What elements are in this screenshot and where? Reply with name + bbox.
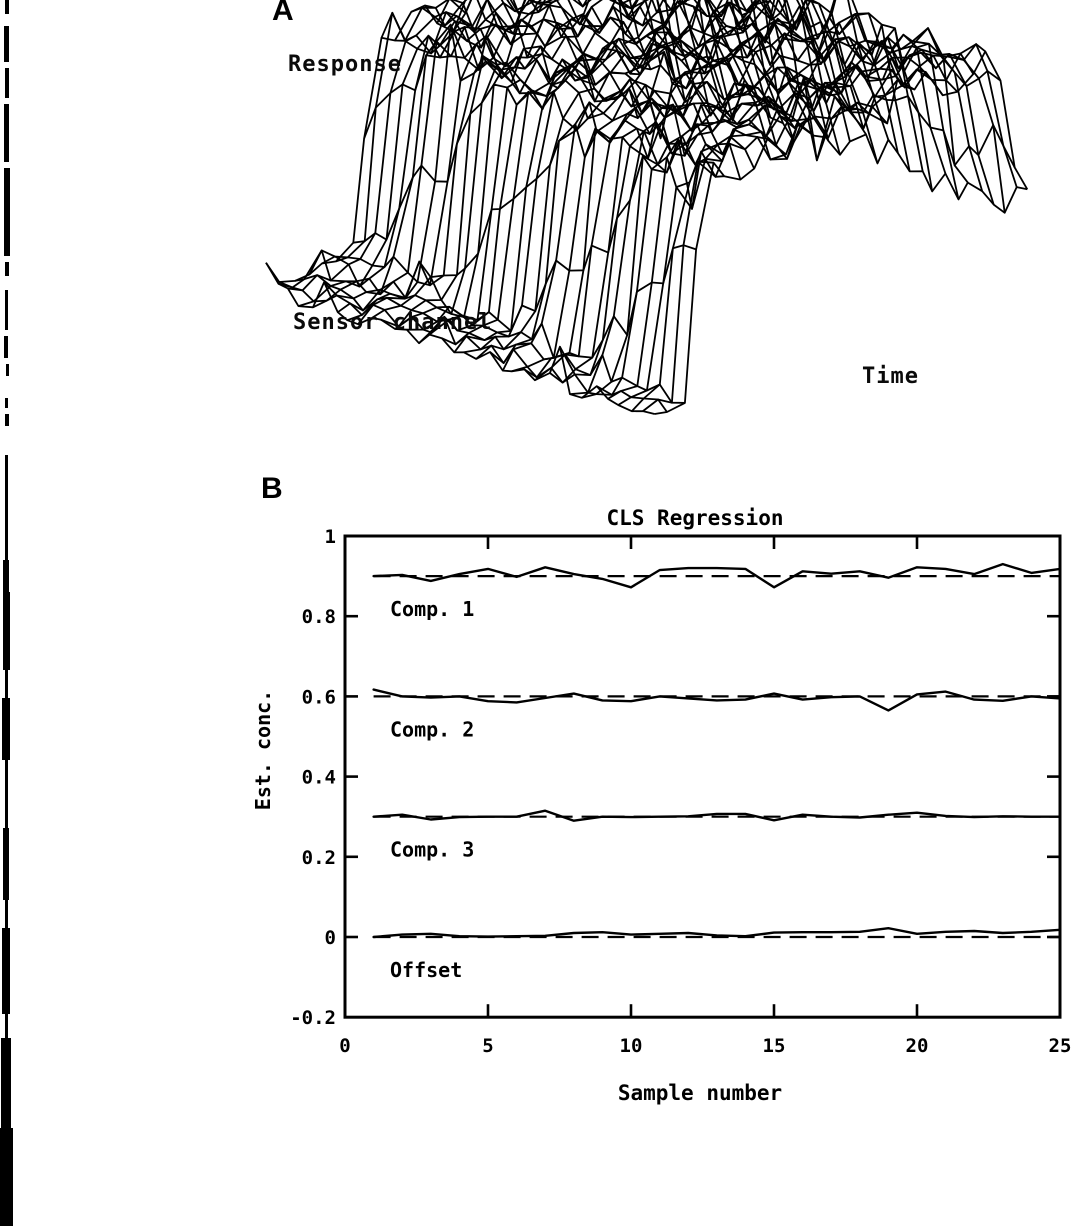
x-axis-label: Sample number bbox=[617, 1081, 783, 1105]
x-tick-label: 25 bbox=[1048, 1035, 1072, 1057]
series-label-comp-1: Comp. 1 bbox=[390, 597, 475, 622]
trace-offset bbox=[374, 928, 1060, 937]
x-tick-label: 0 bbox=[339, 1035, 351, 1057]
series-label-comp-3: Comp. 3 bbox=[390, 837, 475, 862]
y-tick-label: 0.6 bbox=[301, 686, 336, 709]
panel-b-letter: B bbox=[261, 472, 283, 505]
y-tick-label: -0.2 bbox=[290, 1007, 336, 1030]
y-axis-label: Est. conc. bbox=[251, 689, 275, 811]
x-tick-label: 10 bbox=[619, 1035, 643, 1057]
trace-comp-2 bbox=[374, 690, 1060, 711]
chart-title: CLS Regression bbox=[606, 506, 784, 530]
y-tick-label: 1 bbox=[324, 526, 336, 548]
series-label-offset: Offset bbox=[390, 958, 463, 982]
y-tick-label: 0.8 bbox=[301, 606, 336, 629]
mesh-line-channel bbox=[524, 15, 898, 378]
panel-a-letter: A bbox=[272, 0, 294, 27]
x-tick-label: 20 bbox=[905, 1035, 929, 1057]
x-tick-label: 15 bbox=[762, 1035, 786, 1057]
sensor-channel-axis-label: Sensor channel bbox=[293, 310, 493, 335]
cls-regression-chart bbox=[240, 468, 1088, 1126]
mesh-line-channel bbox=[464, 0, 840, 352]
y-tick-label: 0 bbox=[324, 927, 336, 949]
mesh-line-channel bbox=[560, 37, 932, 375]
scan-artifact-left-margin bbox=[0, 0, 18, 1226]
mesh-line-channel bbox=[503, 14, 878, 371]
series-label-comp-2: Comp. 2 bbox=[390, 717, 475, 742]
response-axis-label: Response bbox=[288, 52, 402, 77]
y-tick-label: 0.4 bbox=[301, 766, 336, 789]
time-axis-label: Time bbox=[862, 364, 919, 389]
x-tick-label: 5 bbox=[482, 1035, 494, 1057]
mesh-line-channel bbox=[407, 0, 783, 330]
y-tick-label: 0.2 bbox=[301, 846, 336, 869]
